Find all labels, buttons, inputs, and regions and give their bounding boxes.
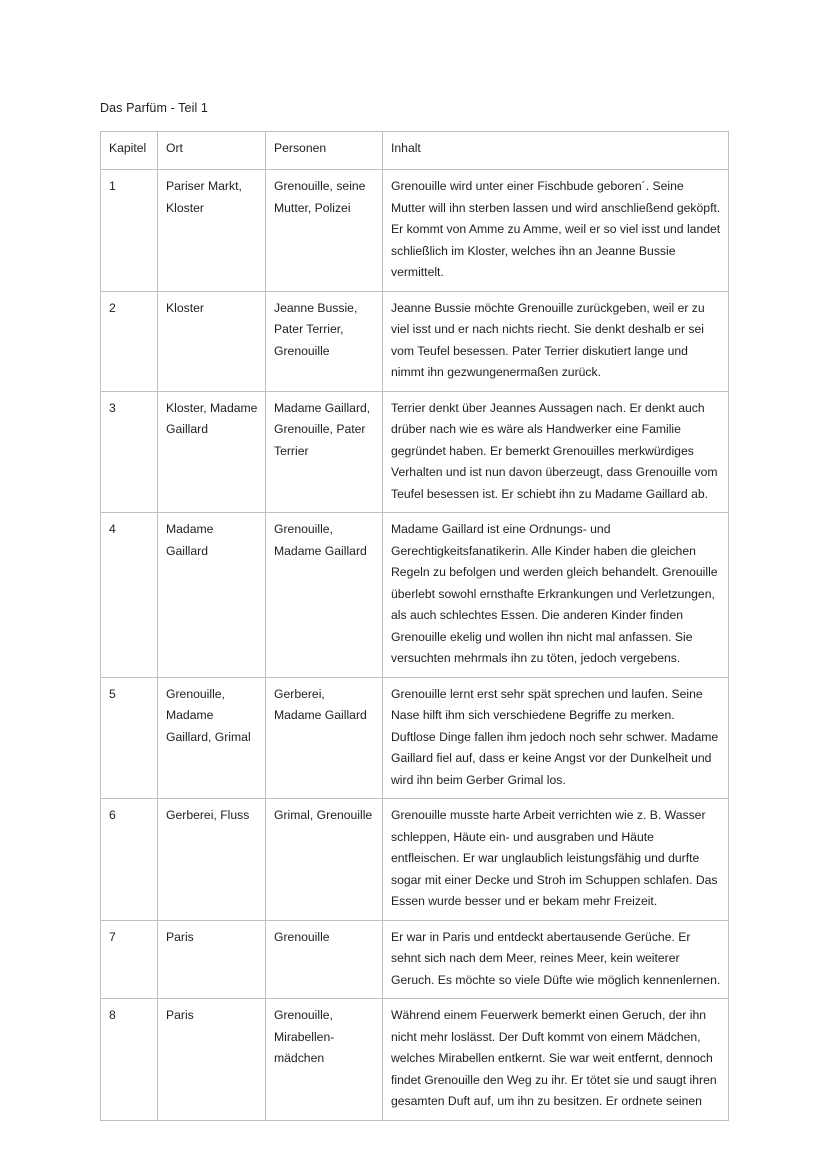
cell-characters: Grenouille, Madame Gaillard [266, 513, 383, 678]
column-header-content: Inhalt [383, 132, 729, 170]
cell-content: Jeanne Bussie möchte Grenouille zurückgeben, weil er zu viel isst und er nach nichts riecht. Sie denkt deshalb er sei vom Teufel besessen. Pater Terrier diskutiert lange und nimmt ihn gezwungenermaßen zurück. [383, 291, 729, 391]
table-row [101, 170, 729, 292]
cell-place: Gerberei, Fluss [158, 799, 266, 921]
column-header-chapter: Kapitel [101, 132, 158, 170]
cell-content: Grenouille wird unter einer Fischbude geboren´. Seine Mutter will ihn sterben lassen und wird anschließend geköpft. Er kommt von Amme zu Amme, weil er so viel isst und landet schließlich im Kloster, welches ihn an Jeanne Bussie vermittelt. [383, 170, 729, 292]
cell-characters: Grenouille, seine Mutter, Polizei [266, 170, 383, 292]
cell-content: Madame Gaillard ist eine Ordnungs- und Gerechtigkeitsfanatikerin. Alle Kinder haben die gleichen Regeln zu befolgen und werden gleich behandelt. Grenouille überlebt sowohl ernsthafte Erkrankungen und Verletzungen, als auch schlechtes Essen. Die anderen Kinder finden Grenouille ekelig und wollen ihn nicht mal anfassen. Sie versuchten mehrmals ihn zu töten, jedoch vergebens. [383, 513, 729, 678]
table-row [101, 999, 729, 1121]
cell-place: Pariser Markt, Kloster [158, 170, 266, 292]
cell-place: Paris [158, 920, 266, 999]
cell-characters: Gerberei, Madame Gaillard [266, 677, 383, 799]
cell-content: Grenouille musste harte Arbeit verrichten wie z. B. Wasser schleppen, Häute ein- und ausgraben und Häute entfleischen. Er war unglaublich leistungsfähig und durfte sogar mit einer Decke und Stroh im Schuppen schlafen. Das Essen wurde besser und er bekam mehr Freizeit. [383, 799, 729, 921]
table-header-row [101, 132, 729, 170]
table-row [101, 291, 729, 391]
cell-place: Paris [158, 999, 266, 1121]
cell-characters: Grenouille, Mirabellen-mädchen [266, 999, 383, 1121]
cell-chapter: 6 [101, 799, 158, 921]
table-row [101, 513, 729, 678]
cell-place: Kloster, Madame Gaillard [158, 391, 266, 513]
cell-characters: Grimal, Grenouille [266, 799, 383, 921]
cell-chapter: 1 [101, 170, 158, 292]
cell-place: Grenouille, Madame Gaillard, Grimal [158, 677, 266, 799]
column-header-characters: Personen [266, 132, 383, 170]
cell-content: Grenouille lernt erst sehr spät sprechen und laufen. Seine Nase hilft ihm sich verschiedene Begriffe zu merken. Duftlose Dinge fallen ihm jedoch noch sehr schwer. Madame Gaillard fiel auf, dass er keine Angst vor der Dunkelheit und wird ihn beim Gerber Grimal los. [383, 677, 729, 799]
cell-chapter: 7 [101, 920, 158, 999]
cell-characters: Grenouille [266, 920, 383, 999]
column-header-place: Ort [158, 132, 266, 170]
cell-characters: Jeanne Bussie, Pater Terrier, Grenouille [266, 291, 383, 391]
table-row [101, 799, 729, 921]
cell-content: Er war in Paris und entdeckt abertausende Gerüche. Er sehnt sich nach dem Meer, reines Meer, kein weiterer Geruch. Es möchte so viele Düfte wie möglich kennenlernen. [383, 920, 729, 999]
chapter-summary-table [100, 131, 729, 1121]
cell-chapter: 4 [101, 513, 158, 678]
table-row [101, 677, 729, 799]
cell-place: Kloster [158, 291, 266, 391]
table-row [101, 920, 729, 999]
page-title: Das Parfüm - Teil 1 [100, 101, 208, 115]
cell-chapter: 5 [101, 677, 158, 799]
cell-chapter: 2 [101, 291, 158, 391]
table-row [101, 391, 729, 513]
cell-content: Terrier denkt über Jeannes Aussagen nach. Er denkt auch drüber nach wie es wäre als Handwerker eine Familie gegründet haben. Er bemerkt Grenouilles merkwürdiges Verhalten und ist nun davon überzeugt, dass Grenouille vom Teufel besessen ist. Er schiebt ihn zu Madame Gaillard ab. [383, 391, 729, 513]
cell-chapter: 3 [101, 391, 158, 513]
cell-place: Madame Gaillard [158, 513, 266, 678]
cell-chapter: 8 [101, 999, 158, 1121]
cell-characters: Madame Gaillard, Grenouille, Pater Terrier [266, 391, 383, 513]
cell-content: Während einem Feuerwerk bemerkt einen Geruch, der ihn nicht mehr loslässt. Der Duft kommt von einem Mädchen, welches Mirabellen entkernt. Sie war weit entfernt, dennoch findet Grenouille den Weg zu ihr. Er tötet sie und saugt ihren gesamten Duft auf, um ihn zu besitzen. Er ordnete seinen [383, 999, 729, 1121]
